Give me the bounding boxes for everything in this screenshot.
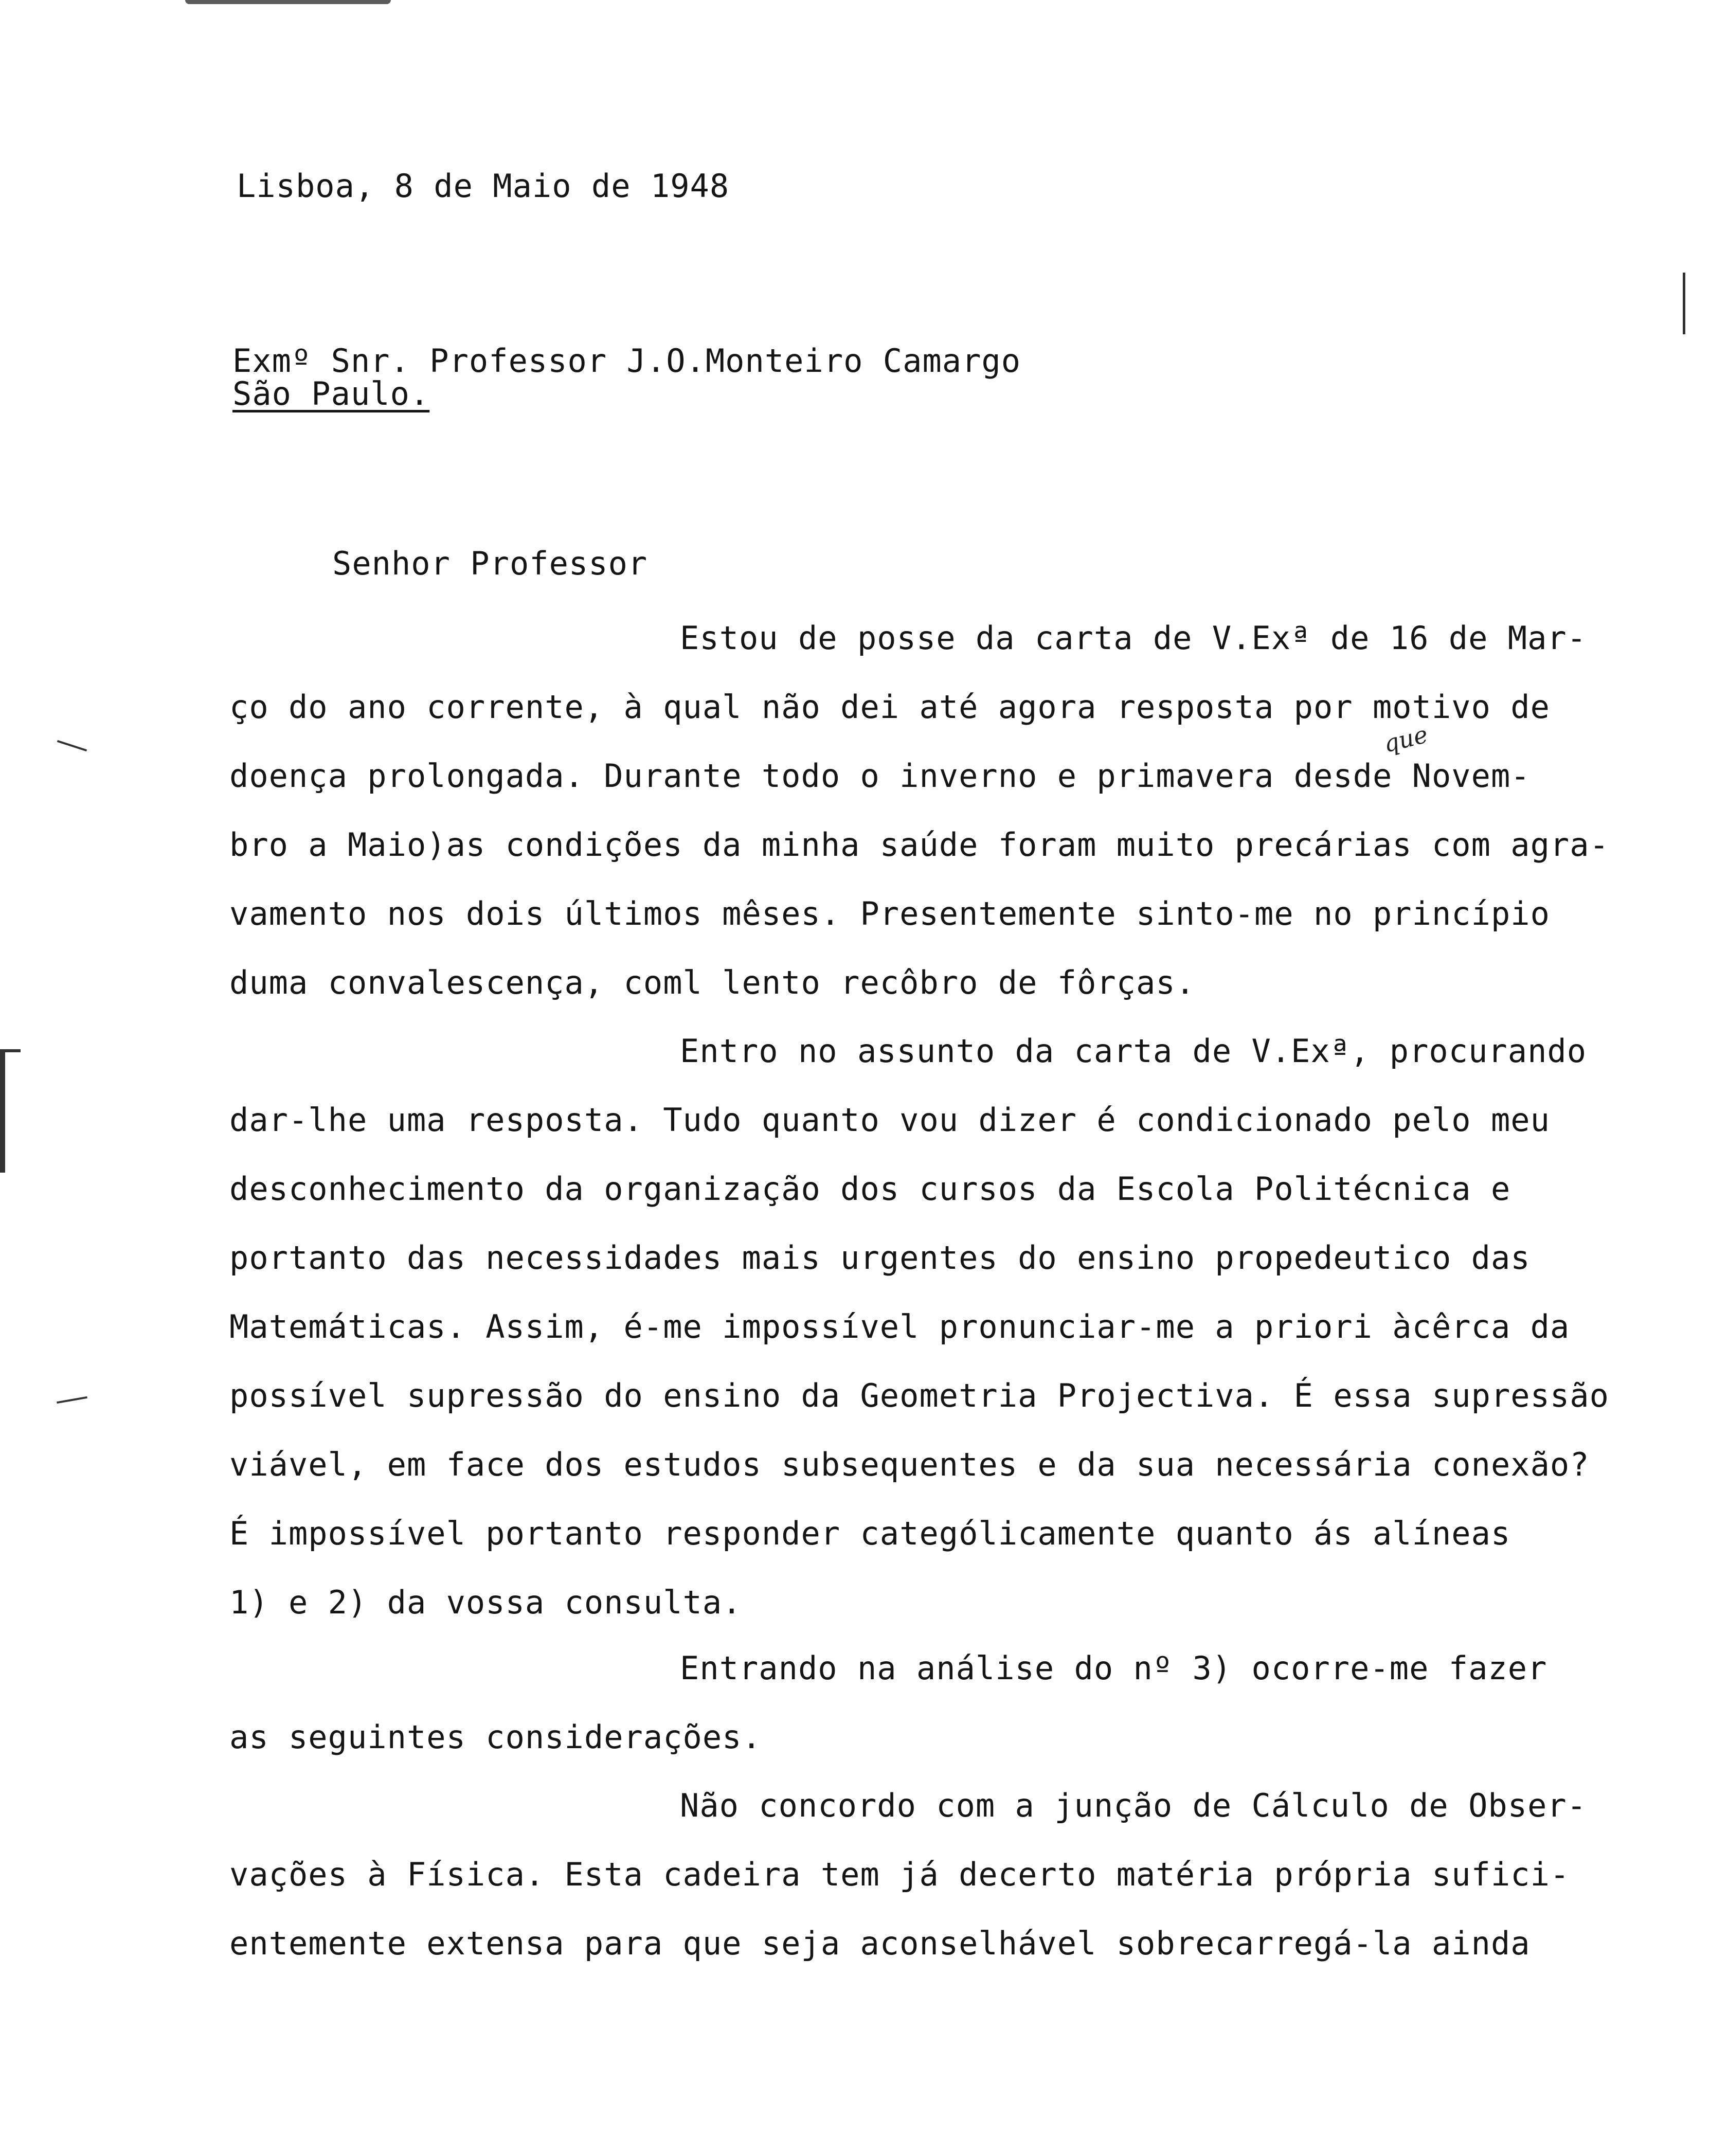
paragraph-line: vações à Física. Esta cadeira tem já decerto matéria própria sufici-	[229, 1856, 1570, 1893]
paragraph-line: desconhecimento da organização dos cursos da Escola Politécnica e	[229, 1170, 1511, 1208]
paragraph-4	[229, 1771, 1669, 1978]
letter-addressee: Exmº Snr. Professor J.O.Monteiro Camargo	[232, 342, 1021, 380]
paragraph-line: 1) e 2) da vossa consulta.	[229, 1584, 742, 1621]
letter-salutation: Senhor Professor	[332, 545, 648, 582]
paragraph-3	[229, 1634, 1669, 1772]
paragraph-line: ço do ano corrente, à qual não dei até agora resposta por motivo de	[229, 688, 1550, 726]
left-margin-dash-mark	[57, 1396, 87, 1404]
paragraph-line: bro a Maio)as condições da minha saúde foram muito precárias com agra-	[229, 826, 1609, 864]
paragraph-line: Matemáticas. Assim, é-me impossível pronunciar-me a priori àcêrca da	[229, 1308, 1570, 1345]
paragraph-line: portanto das necessidades mais urgentes do ensino propedeutico das	[229, 1239, 1531, 1277]
handwritten-insertion: que	[1380, 720, 1431, 758]
paragraph-line: É impossível portanto responder catególicamente quanto ás alíneas	[229, 1515, 1511, 1552]
paragraph-line: Entro no assunto da carta de V.Exª, procurando	[680, 1032, 1587, 1070]
paragraph-line: Não concordo com a junção de Cálculo de Obser-	[680, 1787, 1587, 1824]
right-margin-vertical-mark	[1683, 273, 1685, 334]
left-margin-bracket-top	[0, 1049, 21, 1052]
paragraph-line: as seguintes considerações.	[229, 1718, 762, 1756]
paragraph-1	[229, 604, 1669, 1017]
page-top-edge-mark	[185, 0, 391, 4]
paragraph-line: duma convalescença, coml lento recôbro de fôrças.	[229, 964, 1196, 1001]
paragraph-line: entemente extensa para que seja aconselhável sobrecarregá-la ainda	[229, 1925, 1531, 1962]
left-margin-dash-mark	[57, 740, 87, 751]
paragraph-line: doença prolongada. Durante todo o inverno e primavera desde Novem-	[229, 757, 1531, 795]
paragraph-line: Estou de posse da carta de V.Exª de 16 de Mar-	[680, 619, 1587, 657]
letter-city: São Paulo.	[232, 375, 430, 412]
paragraph-2	[229, 1017, 1669, 1637]
letter-date: Lisboa, 8 de Maio de 1948	[237, 167, 730, 205]
paragraph-line: vamento nos dois últimos mêses. Presentemente sinto-me no princípio	[229, 895, 1550, 932]
paragraph-line: viável, em face dos estudos subsequentes e da sua necessária conexão?	[229, 1446, 1590, 1483]
paragraph-line: Entrando na análise do nº 3) ocorre-me fazer	[680, 1649, 1547, 1687]
paragraph-line: dar-lhe uma resposta. Tudo quanto vou dizer é condicionado pelo meu	[229, 1101, 1550, 1139]
left-margin-bracket-mark	[0, 1049, 5, 1173]
paragraph-line: possível supressão do ensino da Geometria Projectiva. É essa supressão	[229, 1377, 1609, 1414]
